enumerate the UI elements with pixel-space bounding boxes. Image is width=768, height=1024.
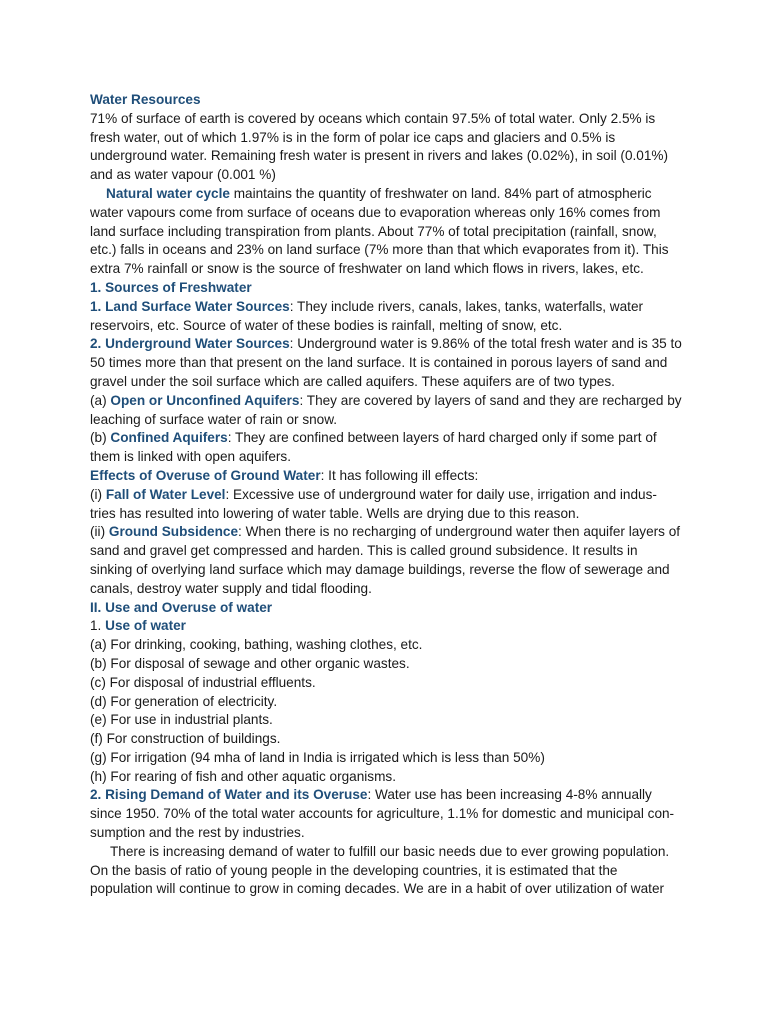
underground-paragraph [90,335,682,391]
list-item: (h) For rearing of fish and other aquatic organisms. [90,768,397,784]
unconfined-prefix: (a) [90,392,111,408]
water-cycle-term: Natural water cycle [106,185,230,201]
unconfined-paragraph [90,392,682,430]
list-item: (g) For irrigation (94 mha of land in India is irrigated which is less than 50%) [90,749,545,765]
land-surface-term: 1. Land Surface Water Sources [90,298,290,314]
effects-paragraph [90,467,682,486]
underground-text: : Underground water is 9.86% of the total fresh water and is 35 to 50 times more than that present on the land surface. It is contained in porous layers of sand and gravel under the soil surface which are called aquifers. These aquifers are of two types. [90,336,682,389]
underground-term: 2. Underground Water Sources [90,336,290,352]
demand-paragraph: There is increasing demand of water to fulfill our basic needs due to ever growing population. On the basis of ratio of young people in the developing countries, it is estimated that the population will continue to grow in coming decades. We are in a habit of over utilization of water [90,843,670,897]
effects-text: : It has following ill effects: [320,467,479,483]
confined-term: Confined Aquifers [110,430,228,446]
water-cycle-text: maintains the quantity of freshwater on land. 84% part of atmospheric water vapours come from surface of oceans due to evaporation whereas only 16% comes from land surface including transpiration from plants. About 77% of total precipitation (rainfall, snow, etc.) falls in oceans and 23% on land surface (7% more than that which evaporates from it). This extra 7% rainfall or snow is the source of freshwater on land which flows in rivers, lakes, etc. [90,185,669,277]
use-of-water-heading [90,617,682,636]
unconfined-term: Open or Unconfined Aquifers [110,392,300,408]
rising-demand-text: : Water use has been increasing 4-8% annually since 1950. 70% of the total water accounts for agriculture, 1.1% for domestic and municipal con- sumption and the rest by industries. [90,787,675,841]
effects-term: Effects of Overuse of Ground Water [90,467,321,483]
confined-text: : They are confined between layers of hard charged only if some part of them is linked with open aquifers. [90,430,657,465]
subsidence-text: : When there is no recharging of underground water then aquifer layers of sand and gravel get compressed and harden. This is called ground subsidence. It results in sinking of overlying land surface which may damage buildings, reverse the flow of sewerage and canals, destroy water supply and tidal flooding. [90,524,681,596]
land-surface-paragraph [90,298,682,336]
confined-paragraph [90,429,682,467]
land-surface-text: : They include rivers, canals, lakes, tanks, waterfalls, water reservoirs, etc. Source of water of these bodies is rainfall, melting of snow, etc. [90,298,644,333]
page-title: Water Resources [90,92,201,107]
document-page [90,91,682,899]
list-item: (d) For generation of electricity. [90,693,278,709]
fall-prefix: (i) [90,486,106,502]
rising-demand-term: 2. Rising Demand of Water and its Overuse [90,787,368,803]
subsidence-paragraph [90,523,682,598]
list-item: (f) For construction of buildings. [90,731,281,747]
subsidence-prefix: (ii) [90,524,109,540]
fall-text: : Excessive use of underground water for daily use, irrigation and indus- tries has resulted into lowering of water table. Wells are drying due to this reason. [90,486,657,521]
water-cycle-paragraph [90,185,682,279]
confined-prefix: (b) [90,430,111,446]
list-item: (e) For use in industrial plants. [90,712,273,728]
unconfined-text: : They are covered by layers of sand and they are recharged by leaching of surface water of rain or snow. [90,392,682,427]
list-item: (b) For disposal of sewage and other organic wastes. [90,655,410,671]
fall-term: Fall of Water Level [105,486,226,502]
rising-demand-paragraph [90,786,682,842]
list-item: (a) For drinking, cooking, bathing, washing clothes, etc. [90,637,423,653]
list-item: (c) For disposal of industrial effluents. [90,674,316,690]
use-of-water-term: Use of water [105,618,186,634]
fall-paragraph [90,486,682,524]
intro-paragraph: 71% of surface of earth is covered by oceans which contain 97.5% of total water. Only 2.5% is fresh water, out of which 1.97% is in the form of polar ice caps and glaciers and 0.5% is underground water. Remaining fresh water is present in rivers and lakes (0.02%), in soil (0.01%) and as water vapour (0.001 %) [90,110,669,183]
use-heading: II. Use and Overuse of water [90,599,273,615]
sources-heading: 1. Sources of Freshwater [90,279,252,295]
use-of-water-prefix: 1. [90,618,106,634]
subsidence-term: Ground Subsidence [108,524,239,540]
